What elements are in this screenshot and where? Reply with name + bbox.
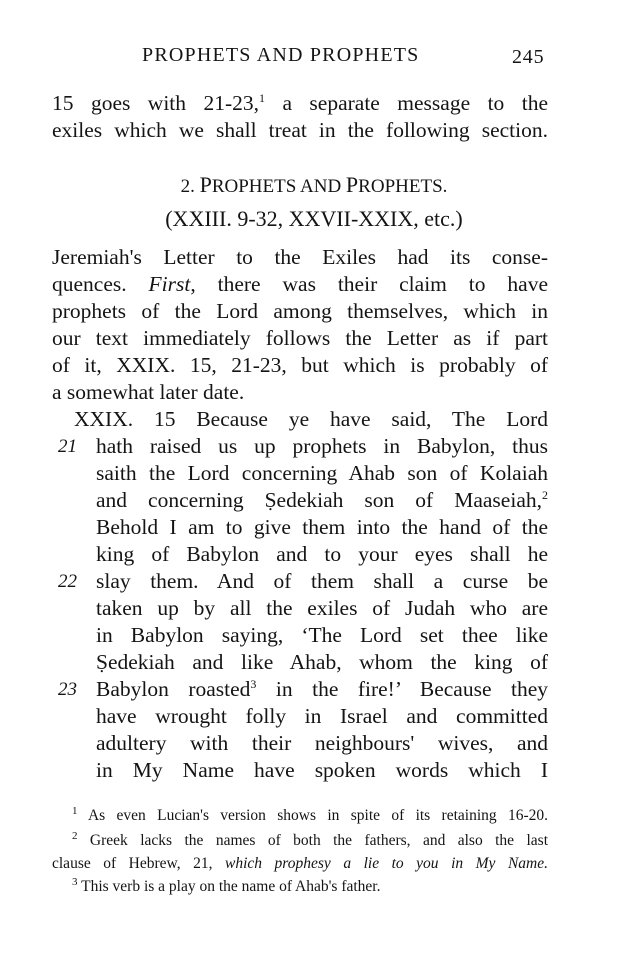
paragraph-line-5: of it, XXIX. 15, 21-23, but which is probably of [52, 353, 548, 377]
intro-line-1: 15 goes with 21-23,$^1$ a separate message to the [52, 90, 548, 115]
footnote-2-line-2: clause of Hebrew, 21, which prophesy a lie to you in My Name. [52, 855, 548, 872]
footnote-1: $^1$ As even Lucian's version shows in spite of its retaining 16-20. [72, 804, 548, 824]
quote-line-6: slay them. And of them shall a curse be [96, 569, 548, 593]
paragraph-line-6: a somewhat later date. [52, 380, 245, 404]
quote-line-5: king of Babylon and to your eyes shall he [96, 542, 548, 566]
footnote-ref-2: 2 [542, 487, 548, 502]
verse-number-23: 23 [58, 679, 77, 700]
quote-line-12: adultery with their neighbours' wives, and [96, 731, 548, 755]
section-heading: 2. PROPHETS AND PROPHETS. [180, 172, 448, 197]
verse-number-22: 22 [58, 571, 77, 592]
intro-line-2: exiles which we shall treat in the following section. [52, 118, 548, 142]
verse-number-21: 21 [58, 436, 77, 457]
quote-line-10: Babylon roasted$^3$ in the fire!’ Because they [96, 676, 548, 701]
footnote-ref-3: 3 [250, 676, 257, 691]
quote-line-4: Behold I am to give them into the hand of the [96, 515, 548, 539]
footnote-2-line-1: $^2$ Greek lacks the names of both the fathers, and also the last [72, 829, 548, 849]
quote-line-8: in Babylon saying, ‘The Lord set thee like [96, 623, 548, 647]
page-number: 245 [512, 46, 545, 68]
paragraph-line-3: prophets of the Lord among themselves, which in [52, 299, 548, 323]
quote-line-7: taken up by all the exiles of Judah who are [96, 596, 548, 620]
quote-line-2: saith the Lord concerning Ahab son of Kolaiah [96, 461, 548, 485]
paragraph-line-4: our text immediately follows the Letter as if part [52, 326, 548, 350]
quote-line-9: Ṣedekiah and like Ahab, whom the king of [96, 650, 548, 674]
footnote-3: $^3$ This verb is a play on the name of Ahab's father. [72, 875, 381, 895]
quote-line-11: have wrought folly in Israel and committed [96, 704, 548, 728]
footnote-ref-1: 1 [259, 90, 265, 105]
quote-line-13: in My Name have spoken words which I [96, 758, 548, 782]
quote-line-3: and concerning Ṣedekiah son of Maaseiah,$^2$ [96, 487, 548, 512]
running-head [0, 44, 628, 76]
quote-line-1: hath raised us up prophets in Babylon, thus [96, 434, 548, 458]
section-references: (XXIII. 9-32, XXVII-XXIX, etc.) [165, 206, 463, 231]
paragraph-line-2: quences. First, there was their claim to have [52, 272, 549, 296]
quote-lead: XXIX. 15 Because ye have said, The Lord [74, 407, 548, 431]
running-head-title: PROPHETS AND PROPHETS [142, 44, 420, 66]
paragraph-line-1: Jeremiah's Letter to the Exiles had its conse- [52, 245, 548, 269]
